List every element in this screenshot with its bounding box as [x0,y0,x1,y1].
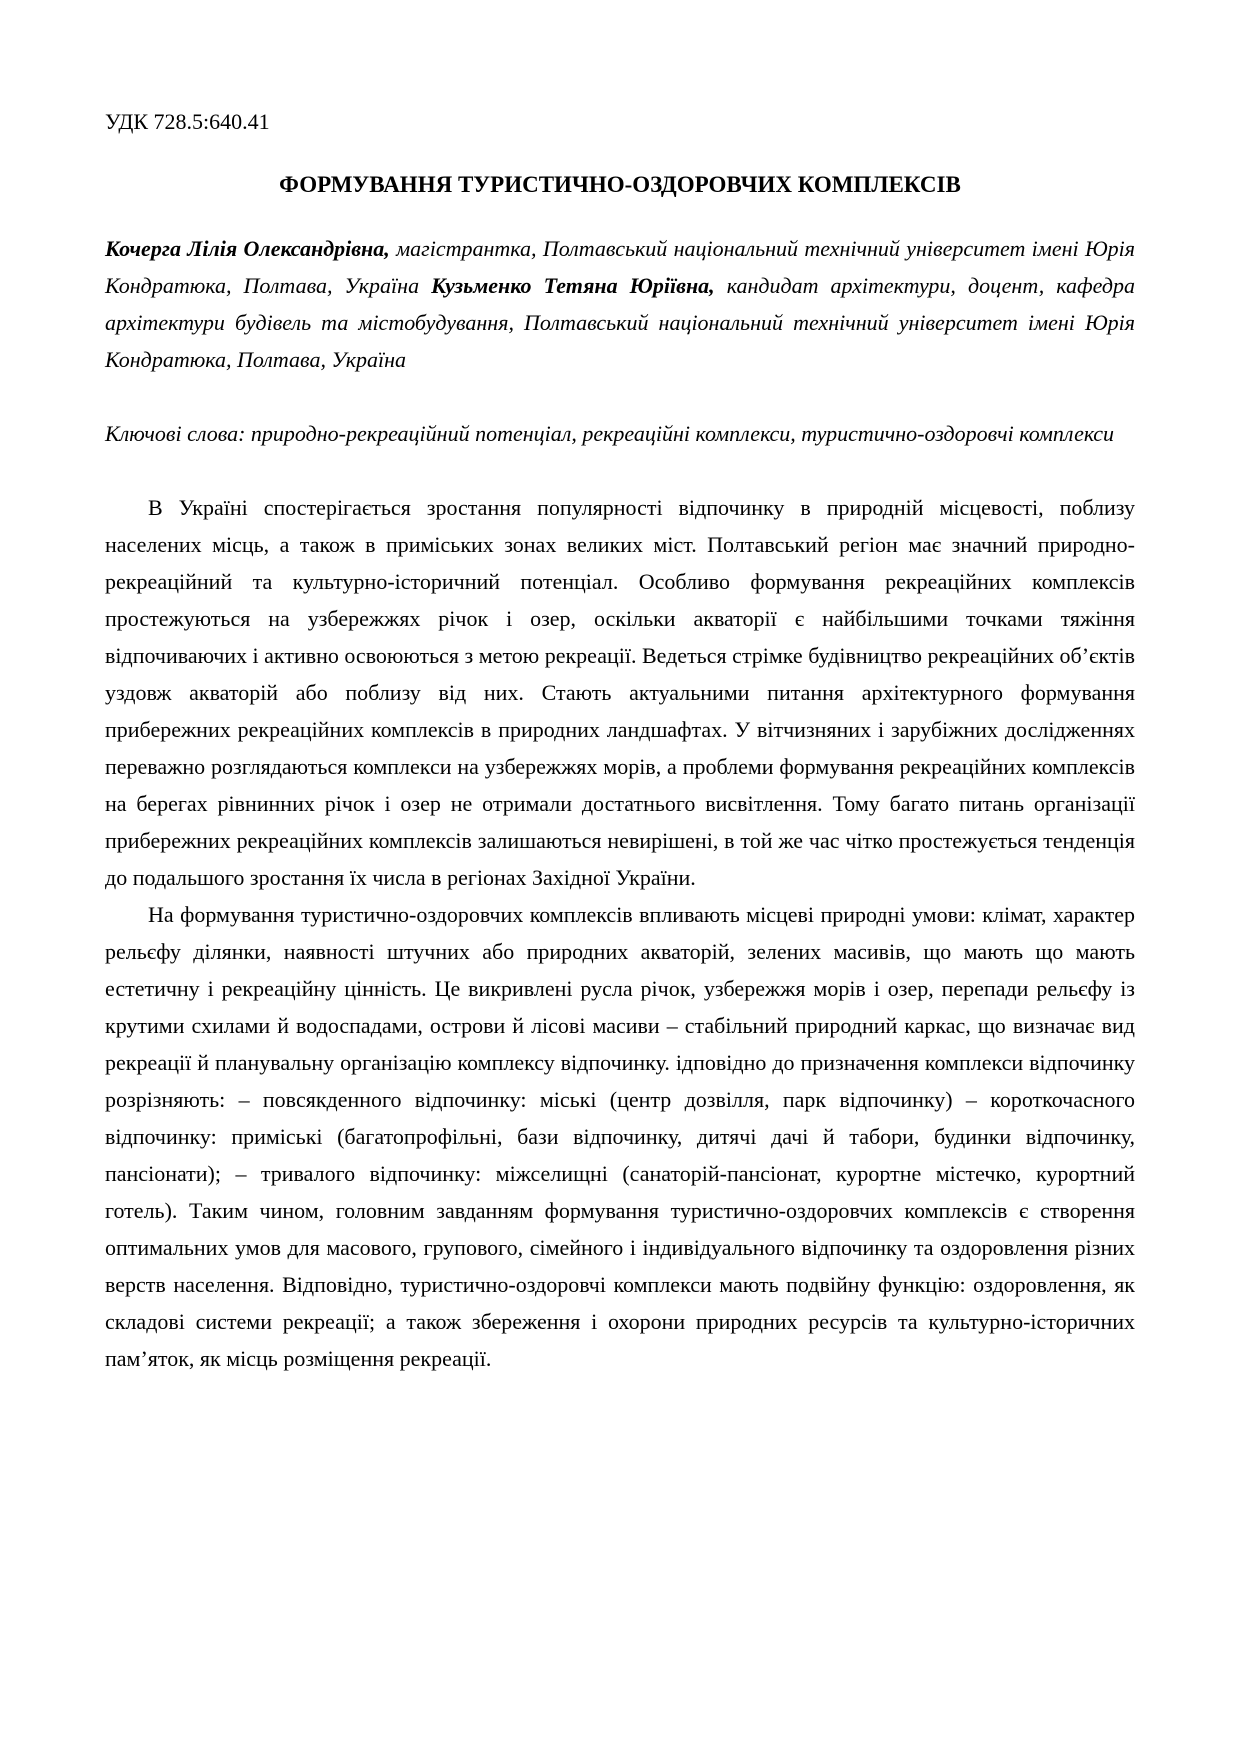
author-affiliation-2: кандидат архітектури, доцент, кафедра архітектури будівель та містобудування, Полтавський національний технічний університет імені Юрія Кондратюка, Полтава, Україна [105,273,1135,372]
udc-code: УДК 728.5:640.41 [105,109,270,134]
author-name-2: Кузьменко Тетяна Юріївна, [431,273,715,298]
authors-block [105,230,1135,378]
paragraph-1: В Україні спостерігається зростання популярності відпочинку в природній місцевості, поблизу населених місць, а також в приміських зонах великих міст. Полтавський регіон має значний природно-рекреаційний та культурно-історичний потенціал. Особливо формування рекреаційних комплексів простежуються на узбережжях річок і озер, оскільки акваторії є найбільшими точками тяжіння відпочиваючих і активно освоюються з метою рекреації. Ведеться стрімке будівництво рекреаційних об’єктів уздовж акваторій або поблизу від них. Стають актуальними питання архітектурного формування прибережних рекреаційних комплексів в природних ландшафтах. У вітчизняних і зарубіжних дослідженнях переважно розглядаються комплекси на узбережжях морів, а проблеми формування рекреаційних комплексів на берегах рівнинних річок і озер не отримали достатнього висвітлення. Тому багато питань організації прибережних рекреаційних комплексів залишаються невирішені, в той же час чітко простежується тенденція до подальшого зростання їх числа в регіонах Західної України. [105,495,1135,890]
article-title: ФОРМУВАННЯ ТУРИСТИЧНО-ОЗДОРОВЧИХ КОМПЛЕКСІВ [279,172,961,197]
keywords-block: Ключові слова: природно-рекреаційний потенціал, рекреаційні комплекси, туристично-оздоровчі комплекси [105,421,1115,446]
author-affiliation-1: магістрантка, Полтавський національний технічний університет імені Юрія Кондратюка, Полтава, Україна [105,236,1135,298]
author-name-1: Кочерга Лілія Олександрівна, [105,236,390,261]
paragraph-2: На формування туристично-оздоровчих комплексів впливають місцеві природні умови: клімат, характер рельєфу ділянки, наявності штучних або природних акваторій, зелених масивів, що мають що мають естетичну і рекреаційну цінність. Це викривлені русла річок, узбережжя морів і озер, перепади рельєфу із крутими схилами й водоспадами, острови й лісові масиви – стабільний природний каркас, що визначає вид рекреації й планувальну організацію комплексу відпочинку. ідповідно до призначення комплекси відпочинку розрізняють: – повсякденного відпочинку: міські (центр дозвілля, парк відпочинку) – короткочасного відпочинку: приміські (багатопрофільні, бази відпочинку, дитячі дачі й табори, будинки відпочинку, пансіонати); – тривалого відпочинку: міжселищні (санаторій-пансіонат, курортне містечко, курортний готель). Таким чином, головним завданням формування туристично-оздоровчих комплексів є створення оптимальних умов для масового, групового, сімейного і індивідуального відпочинку та оздоровлення різних верств населення. Відповідно, туристично-оздоровчі комплекси мають подвійну функцію: оздоровлення, як складові системи рекреації; а також збереження і охорони природних ресурсів та культурно-історичних пам’яток, як місць розміщення рекреації. [105,902,1135,1371]
article-body [105,489,1135,1377]
